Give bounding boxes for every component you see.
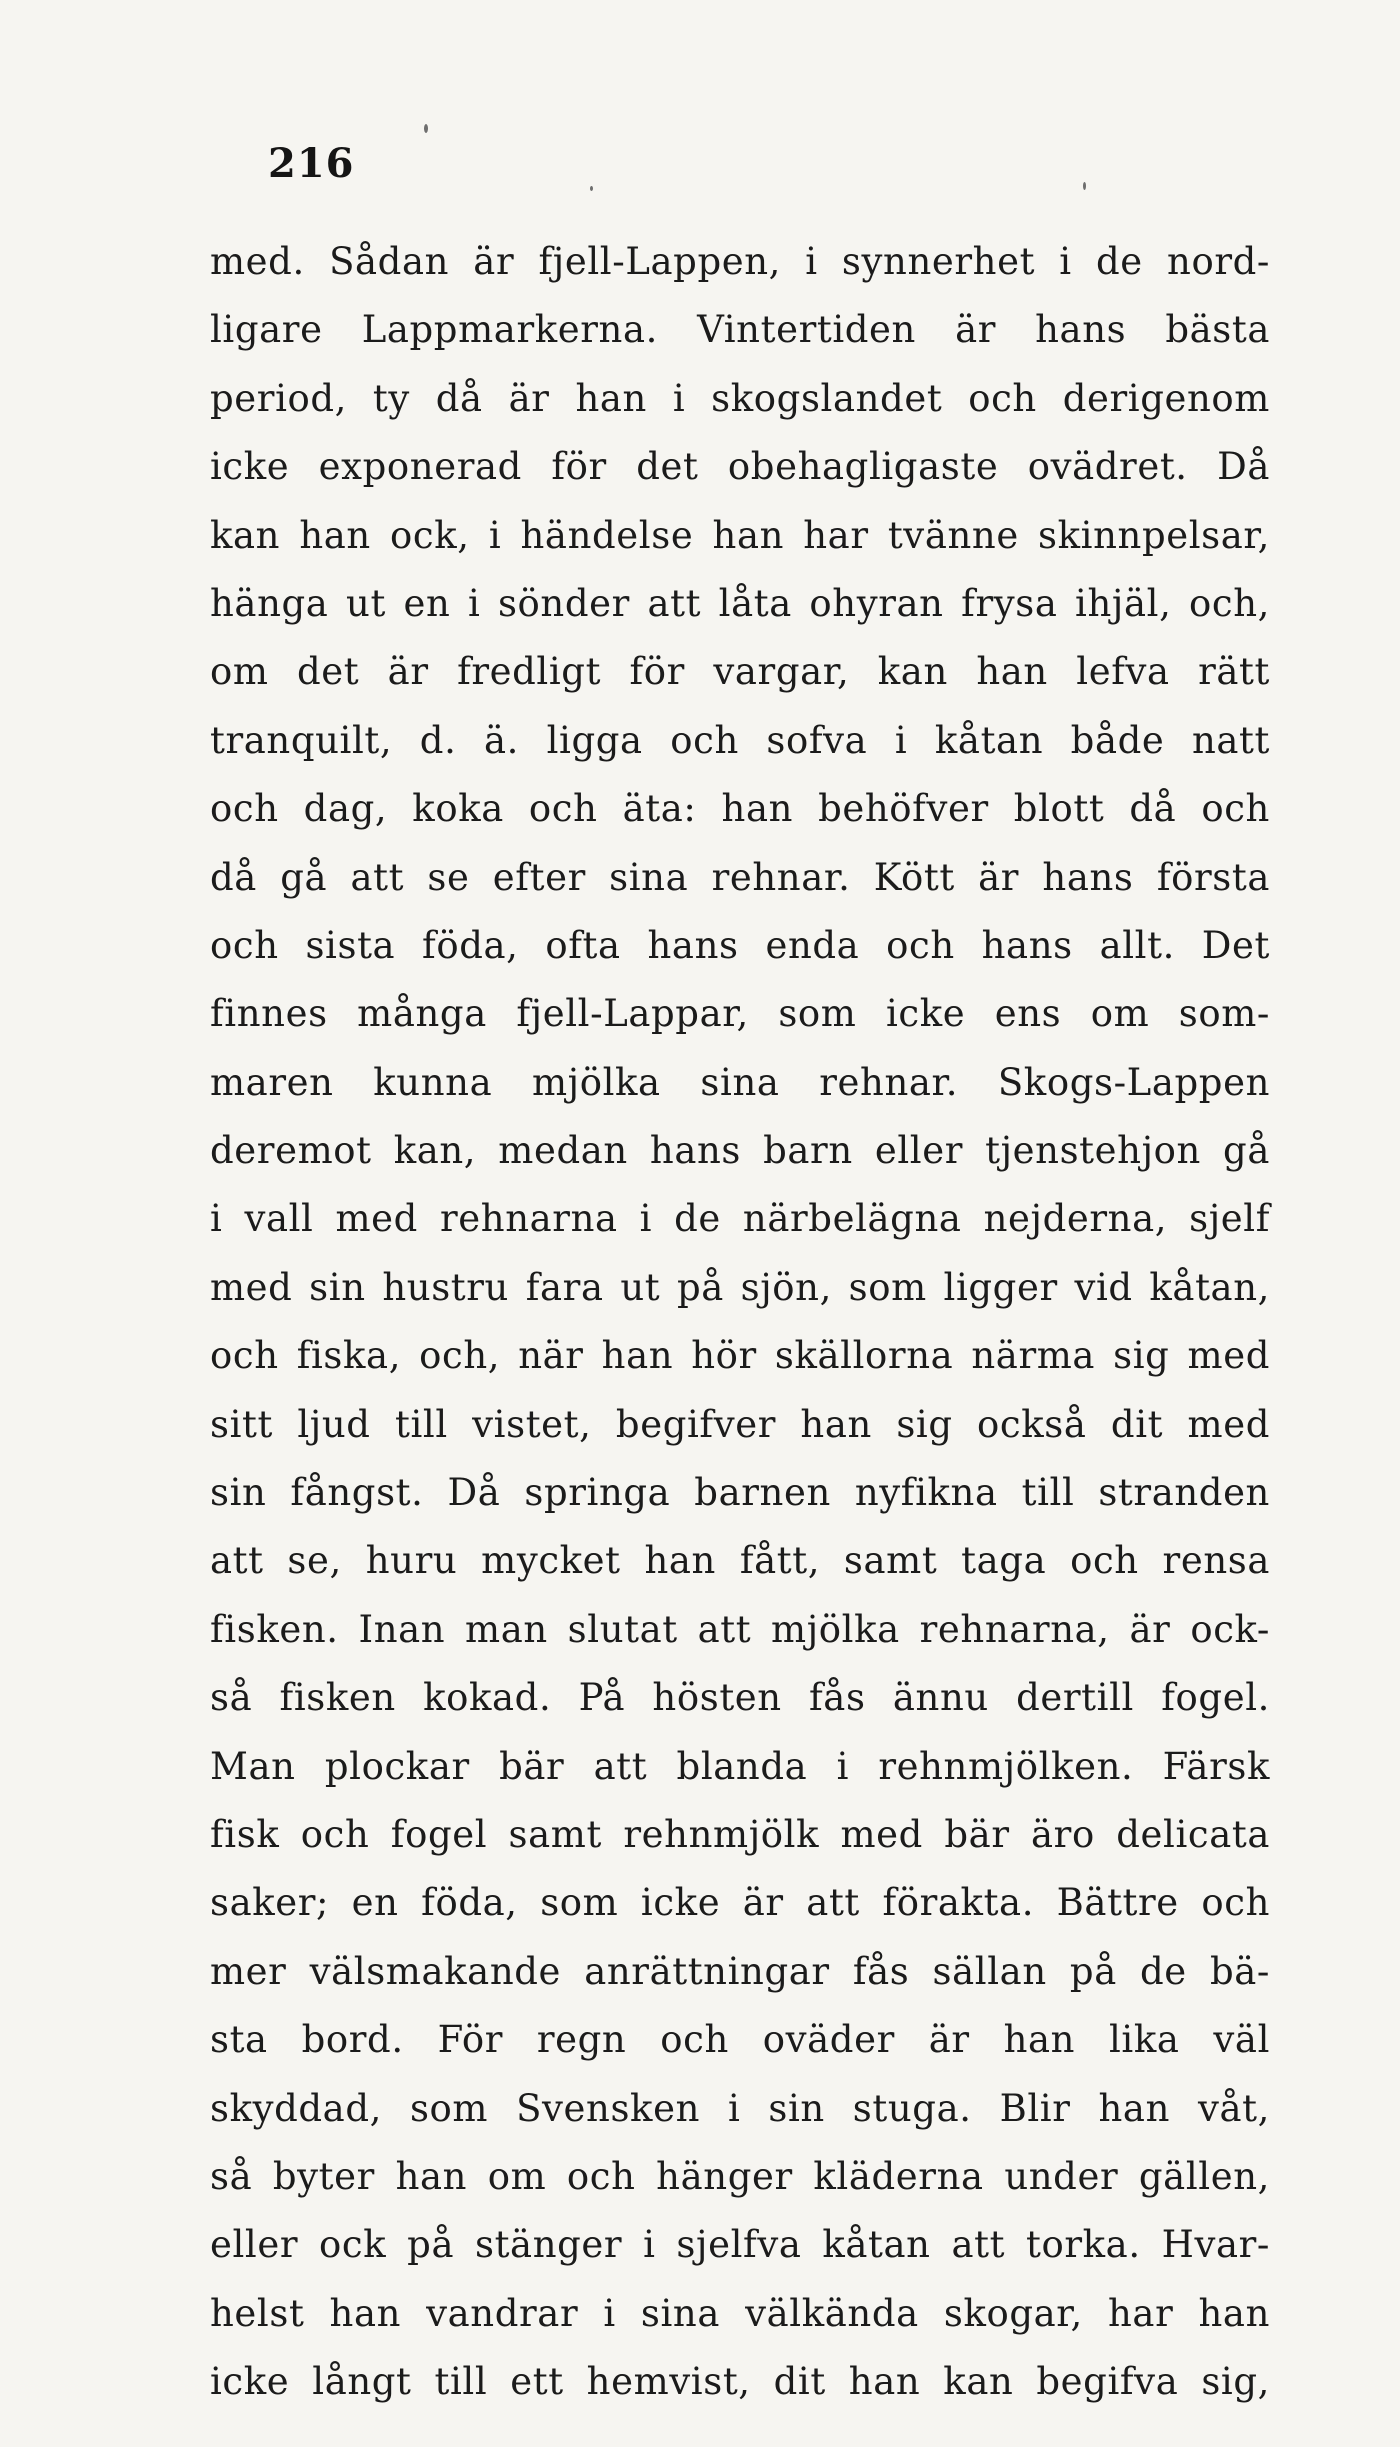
text-line: skyddad, som Svensken i sin stuga. Blir han våt, xyxy=(210,2086,1270,2130)
text-line: ligare Lappmarkerna. Vintertiden är hans bästa xyxy=(210,308,1270,352)
page-number: 216 xyxy=(268,140,355,187)
body-text xyxy=(210,228,1270,2417)
print-speck xyxy=(424,124,428,133)
text-line: saker; en föda, som icke är att förakta. Bättre och xyxy=(210,1881,1270,1925)
text-line: med. Sådan är fjell-Lappen, i synnerhet i de nord- xyxy=(210,240,1270,283)
text-line: kan han ock, i händelse han har tvänne skinnpelsar, xyxy=(210,513,1270,557)
text-line: fisk och fogel samt rehnmjölk med bär äro delicata xyxy=(210,1812,1270,1856)
text-line: med sin hustru fara ut på sjön, som ligger vid kåtan, xyxy=(210,1265,1270,1309)
text-line: tranquilt, d. ä. ligga och sofva i kåtan både natt xyxy=(210,718,1270,762)
text-line: helst han vandrar i sina välkända skogar, har han xyxy=(210,2291,1270,2335)
text-line: mer välsmakande anrättningar fås sällan på de bä- xyxy=(210,1949,1270,1993)
print-speck xyxy=(590,186,593,191)
text-line: hänga ut en i sönder att låta ohyran frysa ihjäl, och, xyxy=(210,581,1270,625)
text-line: så byter han om och hänger kläderna under gällen, xyxy=(210,2154,1270,2198)
text-line: eller ock på stänger i sjelfva kåtan att torka. Hvar- xyxy=(210,2223,1270,2267)
text-line: i vall med rehnarna i de närbelägna nejderna, sjelf xyxy=(210,1197,1270,1241)
text-line: deremot kan, medan hans barn eller tjenstehjon gå xyxy=(210,1129,1270,1173)
print-speck xyxy=(1083,182,1086,190)
text-line: maren kunna mjölka sina rehnar. Skogs-Lappen xyxy=(210,1060,1270,1104)
text-line: så fisken kokad. På hösten fås ännu dertill fogel. xyxy=(210,1676,1270,1720)
text-line: sitt ljud till vistet, begifver han sig också dit med xyxy=(210,1402,1270,1446)
text-line: Man plockar bär att blanda i rehnmjölken. Färsk xyxy=(210,1744,1270,1788)
text-line: icke långt till ett hemvist, dit han kan begifva sig, xyxy=(210,2360,1270,2404)
text-line: om det är fredligt för vargar, kan han lefva rätt xyxy=(210,650,1270,694)
text-line: och sista föda, ofta hans enda och hans allt. Det xyxy=(210,923,1270,967)
text-line: och dag, koka och äta: han behöfver blott då och xyxy=(210,787,1270,831)
text-line: icke exponerad för det obehagligaste ovädret. Då xyxy=(210,445,1270,489)
text-line: sta bord. För regn och oväder är han lika väl xyxy=(210,2018,1270,2062)
text-line: att se, huru mycket han fått, samt taga och rensa xyxy=(210,1539,1270,1583)
text-line: då gå att se efter sina rehnar. Kött är hans första xyxy=(210,855,1270,899)
text-line: fisken. Inan man slutat att mjölka rehnarna, är ock- xyxy=(210,1607,1270,1651)
text-line: och fiska, och, när han hör skällorna närma sig med xyxy=(210,1334,1270,1378)
text-line: sin fångst. Då springa barnen nyfikna till stranden xyxy=(210,1471,1270,1515)
text-line: finnes många fjell-Lappar, som icke ens om som- xyxy=(210,992,1270,1036)
text-line: period, ty då är han i skogslandet och derigenom xyxy=(210,376,1270,420)
